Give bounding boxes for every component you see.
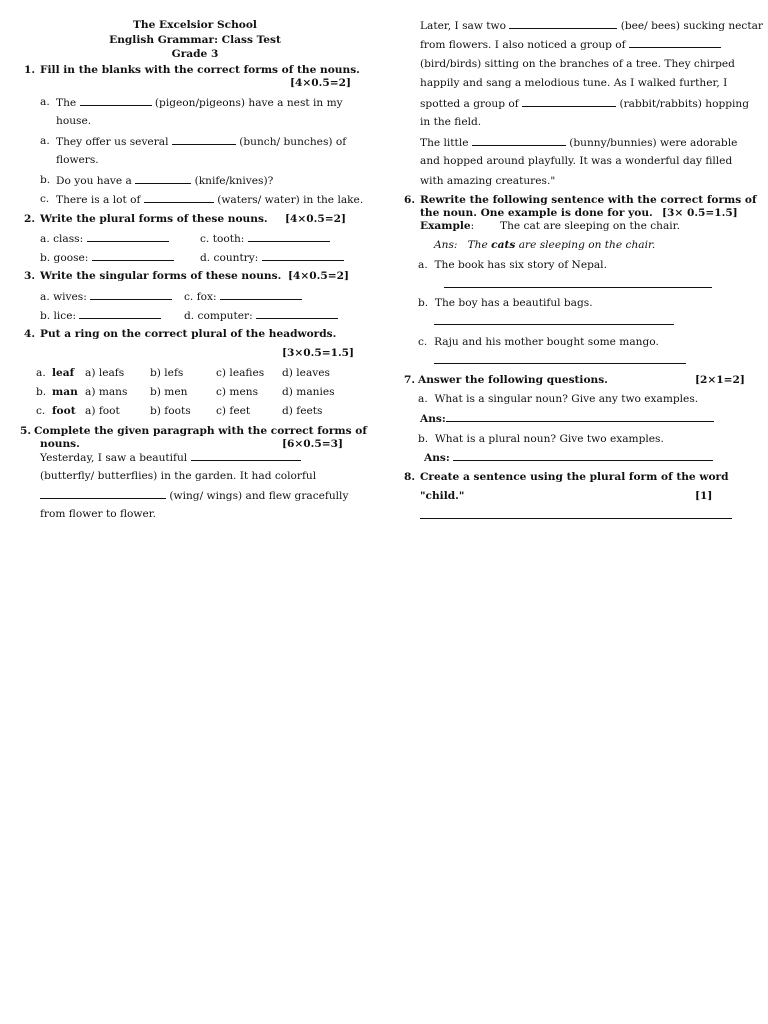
q5-title-line1: Complete the given paragraph with the correct forms of [34, 425, 367, 437]
q4-option[interactable]: b) lefs [150, 367, 184, 379]
fill-blank[interactable] [509, 19, 617, 29]
q1-item: There is a lot of (waters/ water) in the lake. [56, 194, 364, 206]
fill-blank[interactable] [629, 38, 721, 48]
q6-number: 6. [404, 194, 416, 206]
q6-item: b. The boy has a beautiful bags. [418, 297, 593, 309]
q2-number: 2. [24, 213, 36, 225]
q4-headword: leaf [52, 367, 75, 379]
q5-paragraph-line: The little (bunny/bunnies) were adorable [420, 137, 738, 149]
answer-line[interactable] [446, 412, 714, 422]
q8-title-word: "child." [420, 490, 465, 502]
q2-marks: [4×0.5=2] [285, 213, 346, 225]
q5-paragraph-line: in the field. [420, 116, 482, 128]
q1-item-letter: a. [40, 135, 50, 147]
q7-item: b. What is a plural noun? Give two examples. [418, 433, 664, 445]
q7-answer: Ans: [424, 451, 713, 464]
q3-marks: [4×0.5=2] [288, 270, 349, 282]
answer-blank[interactable] [79, 309, 161, 319]
answer-blank[interactable] [262, 251, 344, 261]
q4-row-letter: b. [36, 386, 47, 398]
answer-blank[interactable] [256, 309, 338, 319]
q3-item: b. lice: [40, 309, 161, 322]
q4-option[interactable]: d) leaves [282, 367, 330, 379]
q1-number: 1. [24, 64, 36, 76]
q4-option[interactable]: c) leafies [216, 367, 265, 379]
q1-title: Fill in the blanks with the correct forms of the nouns. [40, 64, 360, 76]
q2-title: Write the plural forms of these nouns. [40, 213, 268, 225]
answer-line[interactable] [444, 278, 712, 288]
fill-blank[interactable] [472, 136, 566, 146]
q8-marks: [1] [695, 490, 713, 502]
q8-number: 8. [404, 471, 416, 483]
q7-number: 7. [404, 374, 416, 386]
q4-option[interactable]: d) manies [282, 386, 335, 398]
answer-line[interactable] [434, 315, 674, 325]
q1-item: The (pigeon/pigeons) have a nest in my [56, 97, 343, 109]
q4-row-letter: c. [36, 405, 46, 417]
q5-paragraph-line: spotted a group of (rabbit/rabbits) hopping [420, 98, 750, 110]
q4-number: 4. [24, 328, 36, 340]
q1-item: They offer us several (bunch/ bunches) of [56, 136, 347, 148]
answer-line[interactable] [420, 509, 732, 519]
q6-title-line2: the noun. One example is done for you. [420, 207, 653, 219]
q6-item: a. The book has six story of Nepal. [418, 259, 607, 271]
q5-number: 5. [20, 425, 32, 437]
q4-marks: [3×0.5=1.5] [282, 347, 355, 359]
q2-item: a. class: [40, 232, 169, 245]
q4-option[interactable]: c) feet [216, 405, 251, 417]
q1-item-continuation: flowers. [56, 154, 99, 166]
q6-item: c. Raju and his mother bought some mango. [418, 336, 659, 348]
school-name: The Excelsior School [133, 19, 257, 31]
q6-marks: [3× 0.5=1.5] [662, 207, 738, 219]
q5-paragraph-line: (wing/ wings) and flew gracefully [40, 489, 348, 502]
fill-blank[interactable] [144, 193, 214, 203]
q4-option[interactable]: d) feets [282, 405, 323, 417]
q4-headword: foot [52, 405, 76, 417]
q4-option[interactable]: b) men [150, 386, 188, 398]
q6-example-answer: Ans: The cats are sleeping on the chair. [434, 239, 656, 251]
q3-item: d. computer: [184, 309, 338, 322]
q3-title: Write the singular forms of these nouns. [40, 270, 282, 282]
answer-line[interactable] [453, 451, 713, 461]
q2-item: d. country: [200, 251, 344, 264]
subject-title: English Grammar: Class Test [109, 34, 281, 46]
q5-marks: [6×0.5=3] [282, 438, 343, 450]
q5-paragraph-line: Later, I saw two (bee/ bees) sucking nectar [420, 20, 763, 32]
q1-item: Do you have a (knife/knives)? [56, 175, 274, 187]
q1-marks: [4×0.5=2] [290, 77, 351, 89]
fill-blank[interactable] [172, 135, 236, 145]
fill-blank[interactable] [191, 451, 301, 461]
q4-title: Put a ring on the correct plural of the headwords. [40, 328, 337, 340]
answer-blank[interactable] [248, 232, 330, 242]
q4-option[interactable]: a) mans [85, 386, 128, 398]
q1-item-letter: b. [40, 174, 51, 186]
q8-title: Create a sentence using the plural form of the word [420, 471, 729, 483]
q7-title: Answer the following questions. [418, 374, 608, 386]
q3-item: c. fox: [184, 290, 302, 303]
q4-option[interactable]: b) foots [150, 405, 191, 417]
q6-example-text: The cat are sleeping on the chair. [500, 220, 680, 232]
answer-blank[interactable] [90, 290, 172, 300]
answer-blank[interactable] [220, 290, 302, 300]
fill-blank[interactable] [135, 174, 191, 184]
q1-item-letter: a. [40, 96, 50, 108]
q7-marks: [2×1=2] [695, 374, 745, 386]
q4-headword: man [52, 386, 78, 398]
q5-paragraph-line: (bird/birds) sitting on the branches of a tree. They chirped [420, 58, 735, 70]
q6-example: Example: [420, 220, 475, 232]
fill-blank[interactable] [40, 489, 166, 499]
q5-paragraph-line: from flower to flower. [40, 508, 157, 520]
q2-item: c. tooth: [200, 232, 330, 245]
q6-title-line1: Rewrite the following sentence with the correct forms of [420, 194, 757, 206]
q7-item: a. What is a singular noun? Give any two examples. [418, 393, 699, 405]
fill-blank[interactable] [522, 97, 616, 107]
answer-blank[interactable] [92, 251, 174, 261]
q3-number: 3. [24, 270, 36, 282]
q5-paragraph-line: from flowers. I also noticed a group of [420, 38, 721, 51]
grade-label: Grade 3 [171, 48, 219, 60]
q5-paragraph-line: and hopped around playfully. It was a wonderful day filled [420, 155, 733, 167]
q1-item-letter: c. [40, 193, 50, 205]
q5-paragraph-line: happily and sang a melodious tune. As I walked further, I [420, 77, 728, 89]
fill-blank[interactable] [80, 96, 152, 106]
q4-option[interactable]: a) leafs [85, 367, 125, 379]
q4-row-letter: a. [36, 367, 46, 379]
q5-paragraph-line: with amazing creatures." [420, 175, 556, 187]
q3-item: a. wives: [40, 290, 172, 303]
q5-paragraph-line: (butterfly/ butterflies) in the garden. It had colorful [40, 470, 317, 482]
q5-title-line2: nouns. [40, 438, 80, 450]
q4-option[interactable]: c) mens [216, 386, 259, 398]
q5-paragraph-line: Yesterday, I saw a beautiful [40, 451, 301, 464]
answer-blank[interactable] [87, 232, 169, 242]
q4-option[interactable]: a) foot [85, 405, 120, 417]
q2-item: b. goose: [40, 251, 174, 264]
answer-line[interactable] [434, 354, 686, 364]
q1-item-continuation: house. [56, 115, 92, 127]
q7-answer: Ans: [420, 412, 714, 425]
